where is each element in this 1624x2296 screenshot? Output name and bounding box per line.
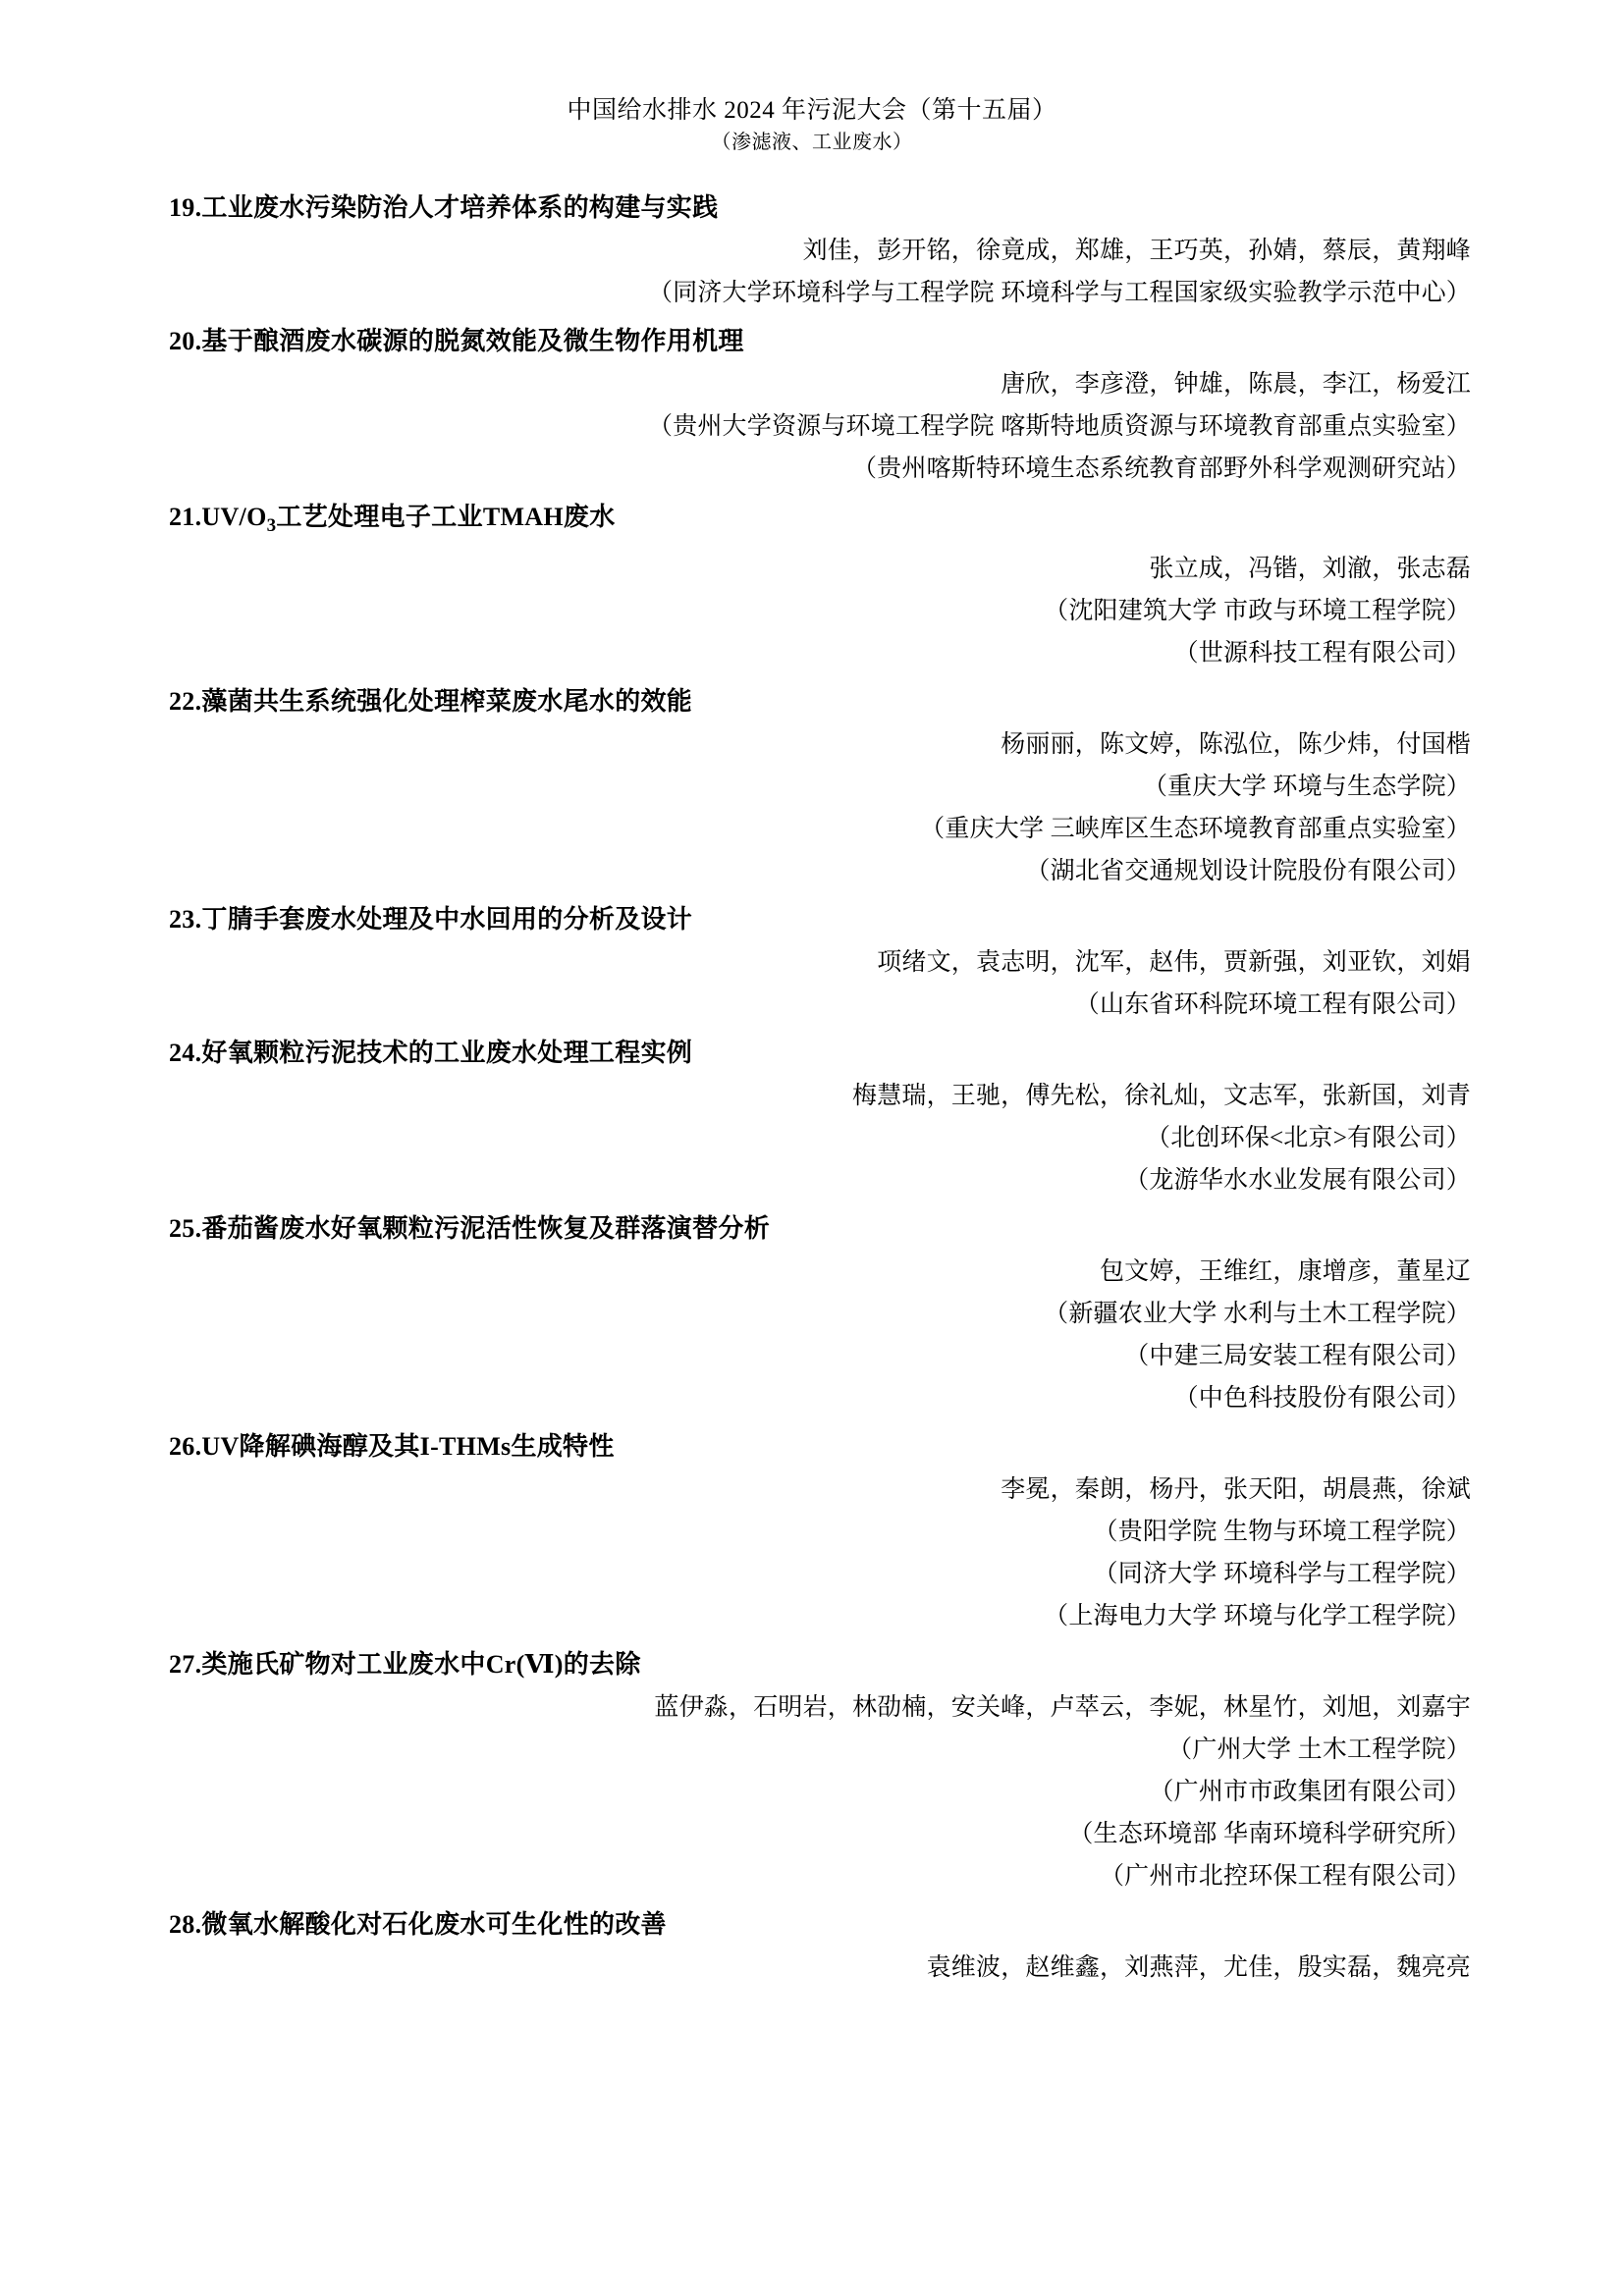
- entry-title: 19.工业废水污染防治人才培养体系的构建与实践: [169, 193, 719, 222]
- entry-title: 20.基于酿酒废水碳源的脱氮效能及微生物作用机理: [169, 327, 744, 355]
- entry-affiliation: （龙游华水水业发展有限公司）: [1124, 1167, 1471, 1195]
- entry-authors: 刘佳，彭开铭，徐竟成，郑雄，王巧英，孙婧，蔡辰，黄翔峰: [802, 238, 1471, 264]
- entry-affiliation: （中建三局安装工程有限公司）: [1124, 1343, 1471, 1370]
- entry-authors: 项绪文，袁志明，沈军，赵伟，贾新强，刘亚钦，刘娟: [877, 949, 1471, 977]
- presentation-entry: [147, 320, 1477, 490]
- entry-authors: 蓝伊淼，石明岩，林劭楠，安关峰，卢萃云，李妮，林星竹，刘旭，刘嘉宇: [654, 1694, 1471, 1722]
- entry-affiliation: （广州市北控环保工程有限公司）: [1099, 1863, 1471, 1891]
- entry-authors: 李冕，秦朗，杨丹，张天阳，胡晨燕，徐斌: [1001, 1476, 1471, 1504]
- conference-title: 中国给水排水 2024 年污泥大会（第十五届）: [567, 97, 1057, 124]
- entry-affiliation: （同济大学 环境科学与工程学院）: [1093, 1561, 1471, 1588]
- conference-subtitle: （渗滤液、工业废水）: [711, 132, 913, 153]
- entry-title: 23.丁腈手套废水处理及中水回用的分析及设计: [169, 905, 693, 934]
- presentation-entry: [147, 1903, 1477, 1989]
- entry-affiliation: （湖北省交通规划设计院股份有限公司）: [1025, 858, 1471, 885]
- entry-affiliation: （广州市市政集团有限公司）: [1149, 1779, 1471, 1806]
- entry-affiliation: （广州大学 土木工程学院）: [1167, 1736, 1471, 1764]
- presentation-entry: [147, 1032, 1477, 1201]
- entry-authors: 梅慧瑞，王驰，傅先松，徐礼灿，文志军，张新国，刘青: [851, 1083, 1471, 1110]
- entry-title: 24.好氧颗粒污泥技术的工业废水处理工程实例: [169, 1039, 693, 1068]
- entry-title: 22.藻菌共生系统强化处理榨菜废水尾水的效能: [169, 687, 693, 717]
- entry-affiliation: （山东省环科院环境工程有限公司）: [1074, 991, 1471, 1019]
- presentation-entry: [147, 496, 1477, 674]
- presentation-entry: [147, 1643, 1477, 1897]
- presentation-entry: [147, 1425, 1477, 1637]
- entry-authors: 唐欣，李彦澄，钟雄，陈晨，李江，杨爱江: [1001, 371, 1471, 398]
- entry-authors: 包文婷，王维红，康增彦，董星辽: [1099, 1258, 1471, 1286]
- page-header: [147, 94, 1477, 157]
- presentation-entry: [147, 898, 1477, 1026]
- entry-affiliation: （同济大学环境科学与工程学院 环境科学与工程国家级实验教学示范中心）: [647, 280, 1471, 306]
- presentation-list: [147, 187, 1477, 1989]
- entry-title: 26.UV降解碘海醇及其I-THMs生成特性: [169, 1432, 615, 1462]
- entry-affiliation: （世源科技工程有限公司）: [1173, 640, 1471, 667]
- entry-affiliation: （生态环境部 华南环境科学研究所）: [1068, 1821, 1471, 1848]
- entry-title: 27.类施氏矿物对工业废水中Cr(Ⅵ)的去除: [169, 1650, 641, 1680]
- entry-affiliation: （北创环保<北京>有限公司）: [1146, 1125, 1471, 1152]
- entry-authors: 杨丽丽，陈文婷，陈泓位，陈少炜，付国楷: [1001, 731, 1471, 759]
- presentation-entry: [147, 1207, 1477, 1419]
- entry-title: 25.番茄酱废水好氧颗粒污泥活性恢复及群落演替分析: [169, 1214, 771, 1244]
- entry-title: $21.UV/O_3$工艺处理电子工业TMAH废水: [169, 503, 616, 537]
- presentation-entry: [147, 187, 1477, 314]
- entry-affiliation: （重庆大学 三峡库区生态环境教育部重点实验室）: [920, 816, 1471, 843]
- entry-affiliation: （贵阳学院 生物与环境工程学院）: [1093, 1519, 1471, 1546]
- entry-affiliation: （中色科技股份有限公司）: [1173, 1385, 1471, 1413]
- entry-authors: 袁维波，赵维鑫，刘燕萍，尤佳，殷实磊，魏亮亮: [926, 1954, 1471, 1982]
- entry-affiliation: （上海电力大学 环境与化学工程学院）: [1044, 1603, 1471, 1630]
- entry-affiliation: （重庆大学 环境与生态学院）: [1142, 774, 1471, 801]
- entry-authors: 张立成，冯锴，刘澈，张志磊: [1149, 556, 1471, 583]
- entry-title: 28.微氧水解酸化对石化废水可生化性的改善: [169, 1910, 667, 1940]
- entry-affiliation: （沈阳建筑大学 市政与环境工程学院）: [1044, 598, 1471, 625]
- entry-affiliation: （贵州喀斯特环境生态系统教育部野外科学观测研究站）: [851, 455, 1471, 482]
- entry-affiliation: （贵州大学资源与环境工程学院 喀斯特地质资源与环境教育部重点实验室）: [647, 413, 1471, 440]
- presentation-entry: [147, 680, 1477, 892]
- entry-affiliation: （新疆农业大学 水利与土木工程学院）: [1044, 1301, 1471, 1328]
